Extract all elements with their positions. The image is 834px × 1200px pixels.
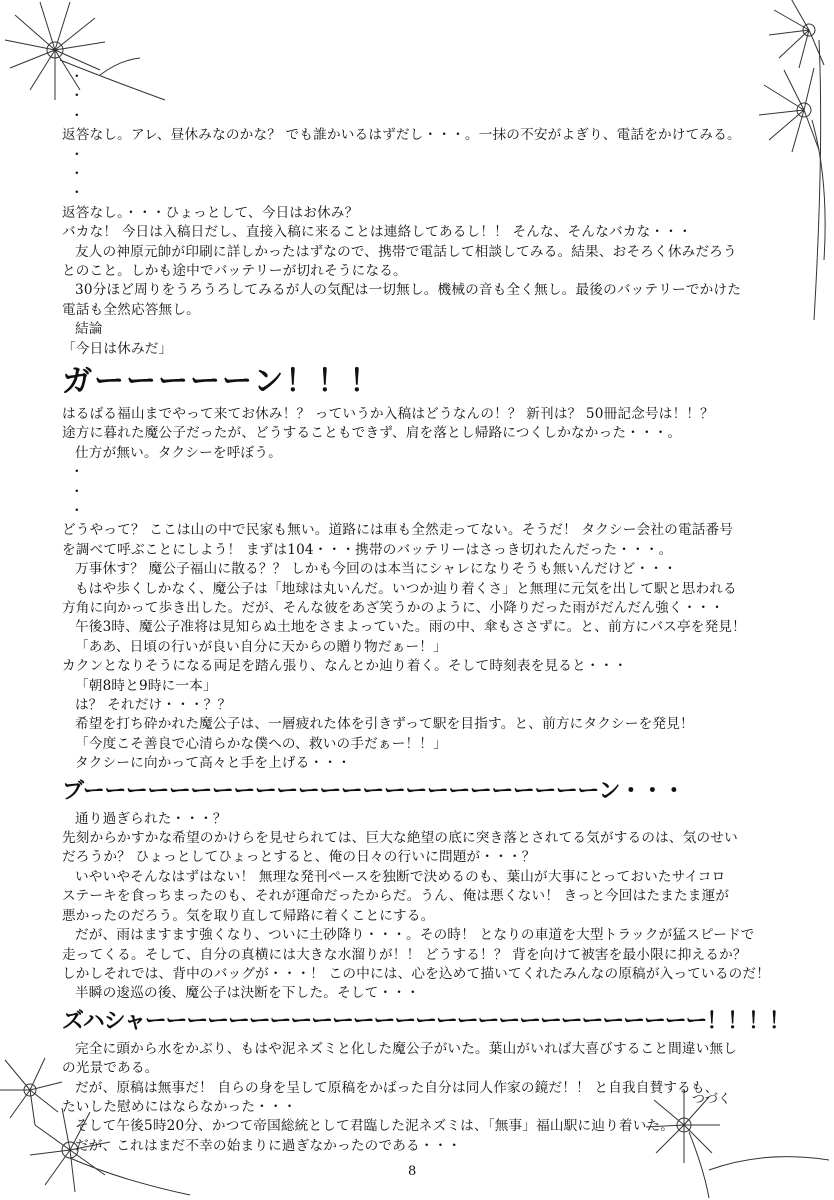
paragraph: 「今日は休みだ」 <box>62 340 173 357</box>
paragraph: 先刻からかすかな希望のかけらを見せられては、巨大な絶望の底に突き落とされてる気がするのは、気のせい <box>62 830 738 847</box>
paragraph: 午後3時、魔公子准将は見知らぬ土地をさまよっていた。雨の中、傘もささずに。と、前方にバス亭を発見！ <box>75 619 746 636</box>
paragraph: いやいやそんなはずはない！ 無理な発刊ペースを独断で決めるのも、葉山が大事にとっておいたサイコロ <box>75 868 726 885</box>
paragraph: 友人の神原元帥が印刷に詳しかったはずなので、携帯で電話して相談してみる。結果、おそろく休みだろう <box>75 243 737 260</box>
ellipsis-dot: ・ <box>70 88 84 105</box>
paragraph: たいした慰めにはならなかった・・・ <box>62 1098 297 1115</box>
ellipsis-dot: ・ <box>70 464 84 481</box>
paragraph: 「今度こそ善良で心清らかな僕への、救いの手だぁー！！」 <box>75 735 447 752</box>
paragraph: 途方に暮れた魔公子だったが、どうすることもできず、肩を落とし帰路につくしかなかった・・・。 <box>62 425 682 442</box>
ellipsis-dot: ・ <box>70 165 84 182</box>
ellipsis-dot: ・ <box>70 146 84 163</box>
paragraph: だろうか？ ひょっとしてひょっとすると、俺の日々の行いに問題が・・・？ <box>62 849 536 866</box>
ellipsis-dot: ・ <box>70 185 84 202</box>
shout-heading: ブーーーーーーーーーーーーーーーーーーーーーーーーン・・・ <box>62 778 685 804</box>
paragraph: 「朝8時と9時に一本」 <box>75 677 217 694</box>
paragraph: どうやって？ ここは山の中で民家も無い。道路には車も全然走ってない。そうだ！ タクシー会社の電話番号 <box>62 522 734 539</box>
paragraph: 仕方が無い。タクシーを呼ぼう。 <box>75 444 282 461</box>
paragraph: 30分ほど周りをうろうろしてみるが人の気配は一切無し。機械の音も全く無し。最後のバッテリーでかけた <box>75 282 742 299</box>
paragraph: 希望を打ち砕かれた魔公子は、一層疲れた体を引きずって駅を目指す。と、前方にタクシーを発見！ <box>75 716 694 733</box>
paragraph: 電話も全然応答無し。 <box>62 301 200 318</box>
paragraph: そして午後5時20分、かつて帝国総統として君臨した泥ネズミは、「無事」福山駅に辿り着いた。 <box>75 1118 675 1135</box>
paragraph: 通り過ぎられた・・・？ <box>75 810 227 827</box>
paragraph: だが、原稿は無事だ！ 自らの身を呈して原稿をかばった自分は同人作家の鏡だ！！ と自我自賛するも、 <box>75 1079 719 1096</box>
paragraph: 結論 <box>75 321 103 338</box>
paragraph: カクンとなりそうになる両足を踏ん張り、なんとか辿り着く。そして時刻表を見ると・・・ <box>62 658 628 675</box>
paragraph: とのこと。しかも途中でバッテリーが切れそうになる。 <box>62 262 407 279</box>
paragraph: だが、これはまだ不幸の始まりに過ぎなかったのである・・・ <box>75 1137 462 1154</box>
shout-heading: ガーーーーーン！！！ <box>62 364 382 399</box>
paragraph: 返答なし。・・・ひょっとして、今日はお休み？ <box>62 204 359 221</box>
ellipsis-dot: ・ <box>70 69 84 85</box>
ellipsis-dot: ・ <box>70 107 84 124</box>
ellipsis-dot: ・ <box>70 483 84 500</box>
paragraph: もはや歩くしかなく、魔公子は「地球は丸いんだ。いつか辿り着くさ」と無理に元気を出して駅と思われる <box>75 580 737 597</box>
paragraph: バカな！ 今日は入稿日だし、直接入稿に来ることは連絡してあるし！！ そんな、そんなバカな・・・ <box>62 224 692 241</box>
paragraph: だが、雨はますます強くなり、ついに土砂降り・・・。その時！ となりの車道を大型トラックが猛スピードで <box>75 927 755 944</box>
paragraph: しかしそれでは、背中のバッグが・・・！ この中には、心を込めて描いてくれたみんなの原稿が入っているのだ！ <box>62 965 770 982</box>
paragraph: 「ああ、日頃の行いが良い自分に天からの贈り物だぁー！」 <box>75 638 447 655</box>
paragraph: 悪かったのだろう。気を取り直して帰路に着くことにする。 <box>62 907 435 924</box>
page-number: 8 <box>408 1164 417 1179</box>
paragraph: 完全に頭から水をかぶり、もはや泥ネズミと化した魔公子がいた。葉山がいれば大喜びすること間違い無し <box>75 1040 738 1057</box>
story-body <box>62 68 790 1156</box>
paragraph: タクシーに向かって高々と手を上げる・・・ <box>75 755 351 772</box>
paragraph: 方角に向かって歩き出した。だが、そんな彼をあざ笑うかのように、小降りだった雨がだんだん強く・・・ <box>62 600 725 617</box>
paragraph: 返答なし。アレ、昼休みなのかな？ でも誰かいるはずだし・・・。一抹の不安がよぎり、電話をかけてみる。 <box>62 127 741 144</box>
paragraph: はるばる福山までやって来てお休み！？ っていうか入稿はどうなんの！？ 新刊は？ 50冊記念号は！！？ <box>62 406 714 422</box>
paragraph: の光景である。 <box>62 1060 159 1077</box>
to-be-continued-label: つづく <box>692 1092 732 1107</box>
shout-heading: ズハシャーーーーーーーーーーーーーーーーーーーーーーーーーーー！！！！ <box>62 1008 790 1034</box>
paragraph: 走ってくる。そして、自分の真横には大きな水溜りが！！ どうする！？ 背を向けて被害を最小限に抑えるか？ <box>62 946 747 963</box>
paragraph: を調べて呼ぶことにしよう！ まずは104・・・携帯のバッテリーはさっき切れたんだった・・・。 <box>62 541 673 558</box>
ellipsis-dot: ・ <box>70 503 84 519</box>
paragraph: は？ それだけ・・・？？ <box>75 697 232 714</box>
paragraph: ステーキを食っちまったのも、それが運命だったからだ。うん、俺は悪くない！ きっと今回はたまたま運が <box>62 888 730 905</box>
paragraph: 半瞬の逡巡の後、魔公子は決断を下した。そして・・・ <box>75 985 420 1002</box>
paragraph: 万事休す？ 魔公子福山に散る？？ しかも今回のは本当にシャレになりそうも無いんだけど・・・ <box>75 561 677 578</box>
